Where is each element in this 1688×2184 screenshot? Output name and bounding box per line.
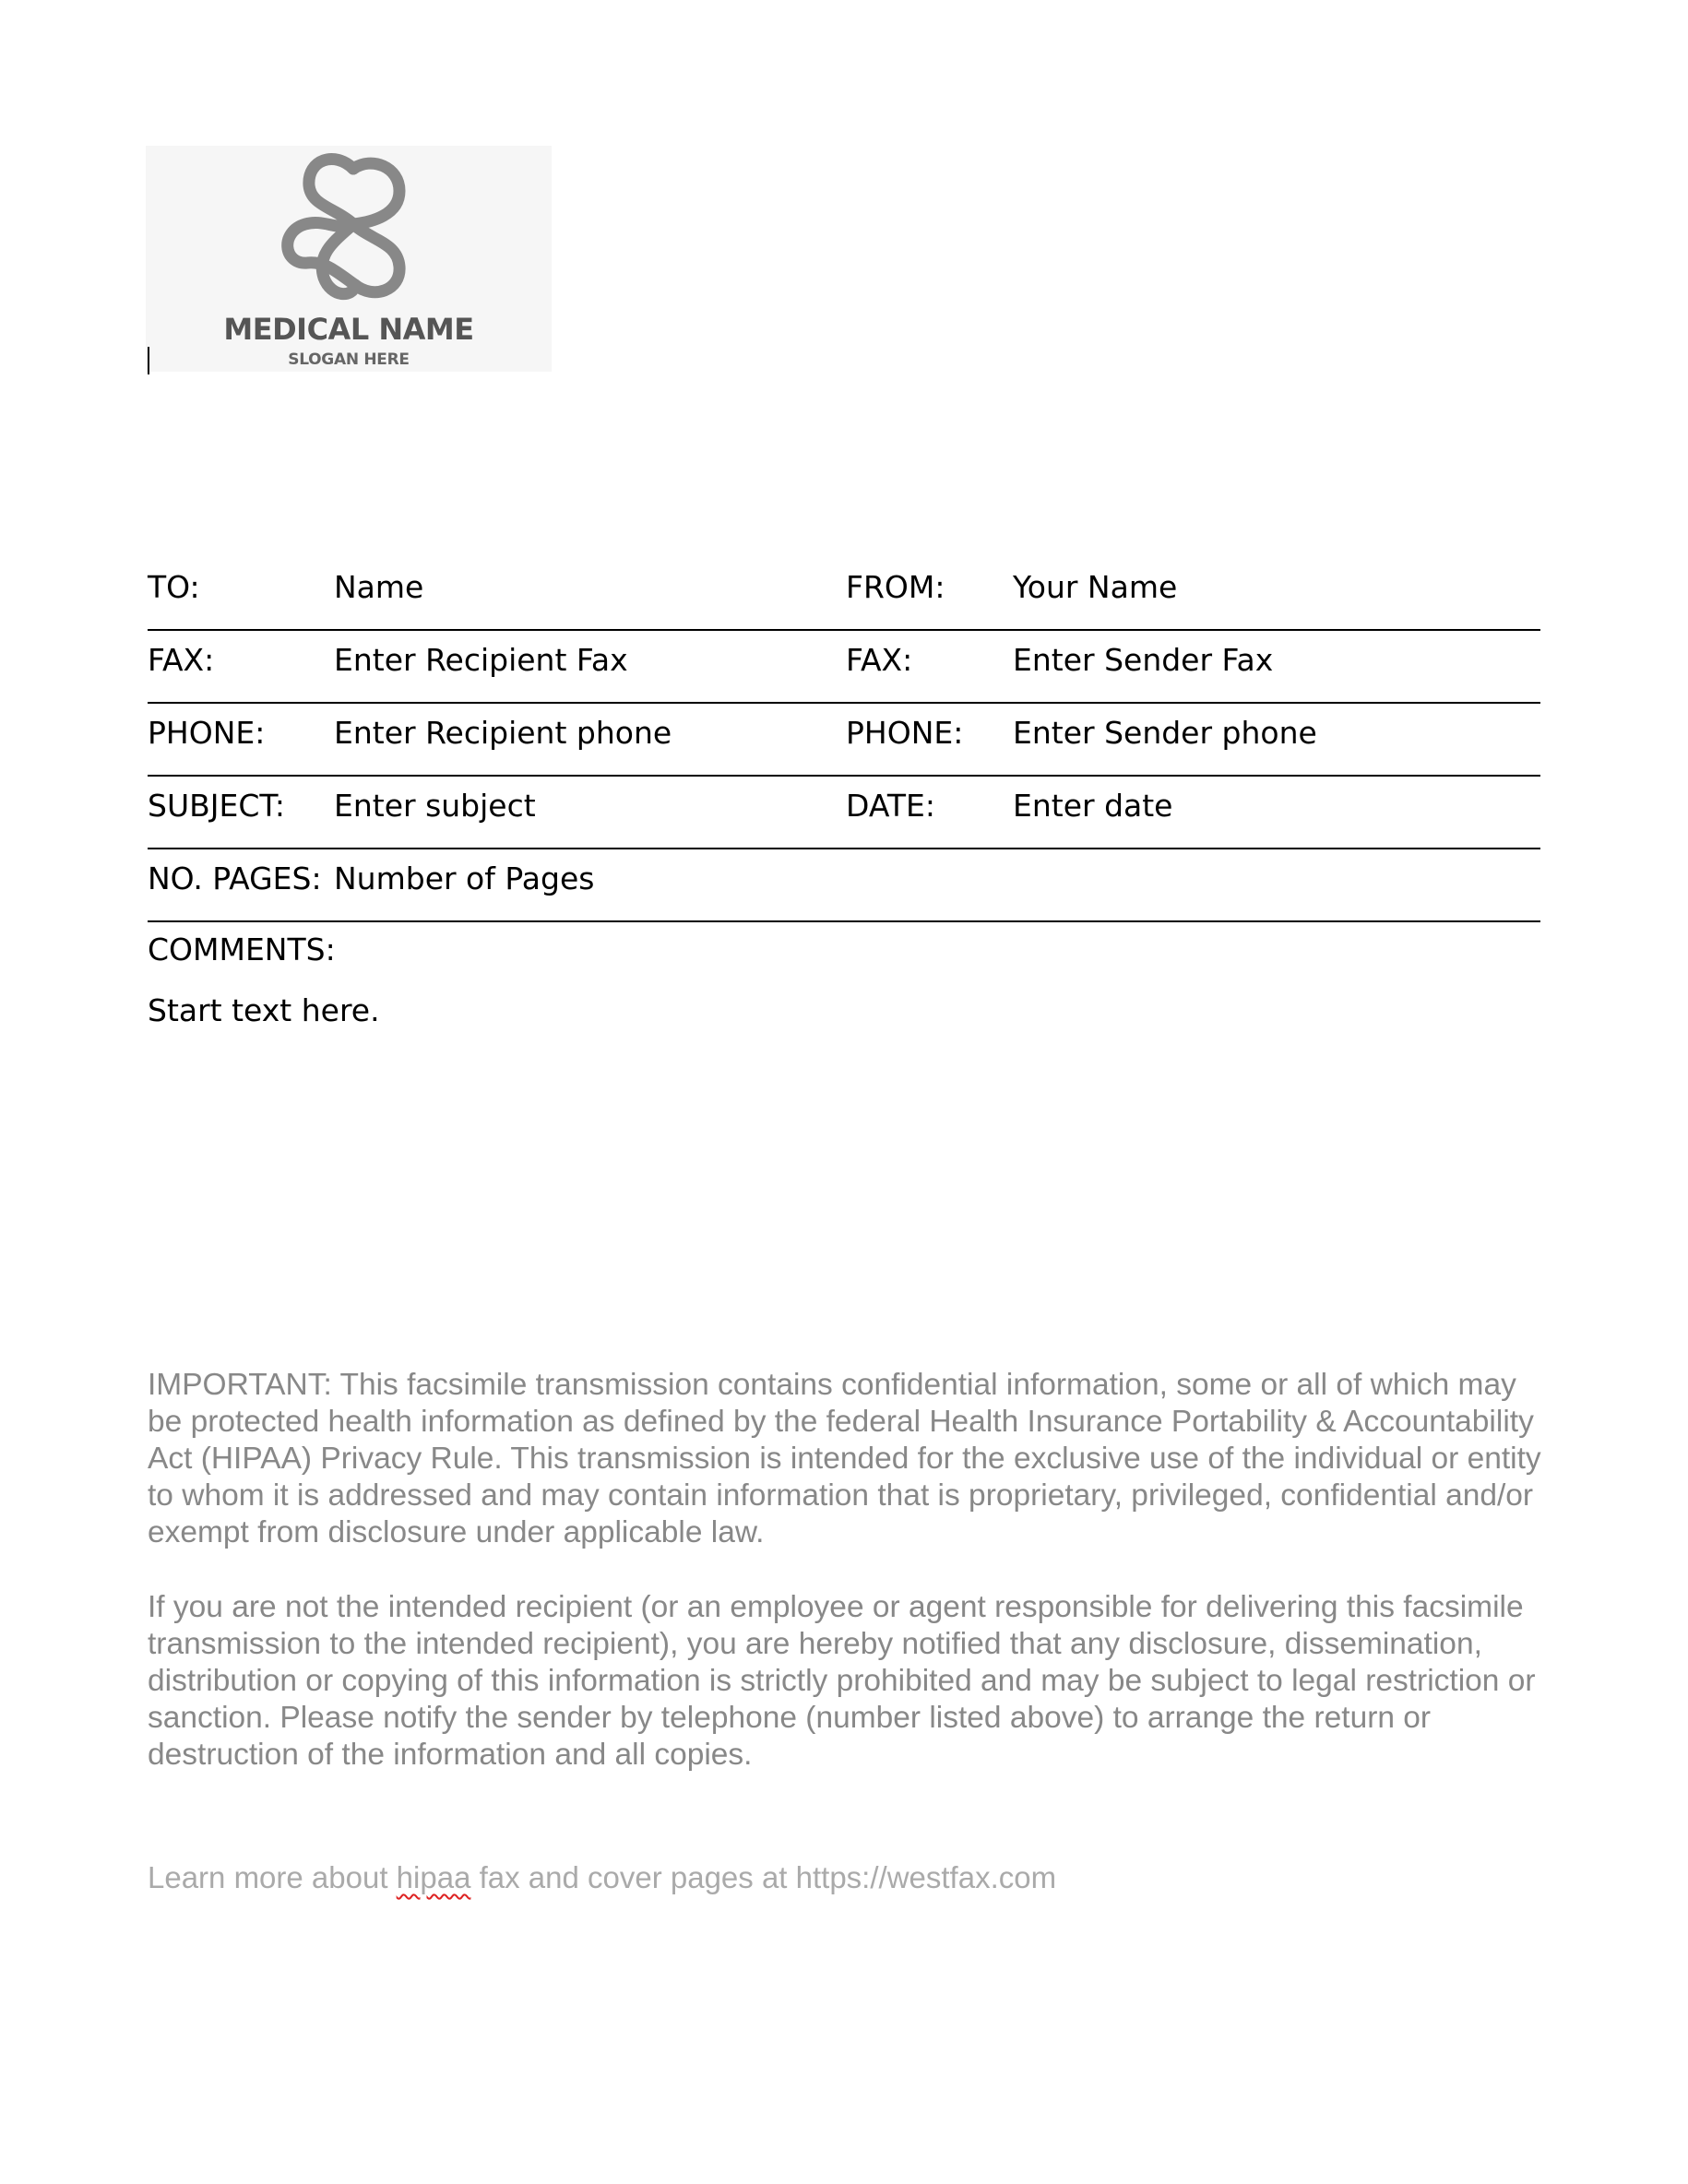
to-label: TO: bbox=[148, 569, 200, 605]
field-row-phone bbox=[148, 704, 1540, 777]
comments-text[interactable]: Start text here. bbox=[148, 992, 380, 1028]
recipient-phone-value[interactable]: Enter Recipient phone bbox=[334, 715, 672, 751]
recipient-phone-label: PHONE: bbox=[148, 715, 266, 751]
recipient-fax-label: FAX: bbox=[148, 642, 215, 678]
misdelivery-notice: If you are not the intended recipient (or an employee or agent responsible for delivering this facsimile transmission to the intended recipient), you are hereby notified that any disclosure, dissemination, distribution or copying of this information is strictly prohibited and may be subject to legal restriction or sanction. Please notify the sender by telephone (number listed above) to arrange the return or destruction of the information and all copies. bbox=[148, 1590, 1536, 1772]
field-row-to bbox=[148, 558, 1540, 631]
footer-text-before: Learn more about bbox=[148, 1860, 397, 1894]
date-label: DATE: bbox=[846, 788, 935, 824]
to-value[interactable]: Name bbox=[334, 569, 424, 605]
footer-text-after: fax and cover pages at https://westfax.com bbox=[470, 1860, 1057, 1894]
sender-fax-label: FAX: bbox=[846, 642, 913, 678]
date-value[interactable]: Enter date bbox=[1013, 788, 1173, 824]
sender-phone-label: PHONE: bbox=[846, 715, 964, 751]
logo-knot-icon bbox=[270, 150, 436, 307]
cover-fields bbox=[148, 558, 1540, 922]
field-row-fax bbox=[148, 631, 1540, 704]
logo bbox=[146, 146, 552, 372]
sender-phone-value[interactable]: Enter Sender phone bbox=[1013, 715, 1317, 751]
subject-label: SUBJECT: bbox=[148, 788, 286, 824]
text-cursor bbox=[148, 347, 149, 374]
logo-slogan: SLOGAN HERE bbox=[288, 350, 410, 369]
comments-label: COMMENTS: bbox=[148, 932, 336, 967]
confidentiality-notice: IMPORTANT: This facsimile transmission contains confidential information, some or all of which may be protected health information as defined by the federal Health Insurance Portability & Accountability Act (HIPAA) Privacy Rule. This transmission is intended for the exclusive use of the individual or entity to whom it is addressed and may contain information that is proprietary, privileged, confidential and/or exempt from disclosure under applicable law. bbox=[148, 1368, 1541, 1549]
footer-spellcheck-word: hipaa bbox=[396, 1860, 471, 1894]
pages-label: NO. PAGES: bbox=[148, 861, 322, 896]
logo-name: MEDICAL NAME bbox=[223, 312, 474, 347]
footer-note bbox=[148, 1859, 1056, 1896]
pages-value[interactable]: Number of Pages bbox=[334, 861, 595, 896]
recipient-fax-value[interactable]: Enter Recipient Fax bbox=[334, 642, 628, 678]
field-row-pages bbox=[148, 849, 1540, 922]
sender-fax-value[interactable]: Enter Sender Fax bbox=[1013, 642, 1274, 678]
from-value[interactable]: Your Name bbox=[1013, 569, 1178, 605]
field-row-subject bbox=[148, 777, 1540, 849]
subject-value[interactable]: Enter subject bbox=[334, 788, 536, 824]
from-label: FROM: bbox=[846, 569, 945, 605]
